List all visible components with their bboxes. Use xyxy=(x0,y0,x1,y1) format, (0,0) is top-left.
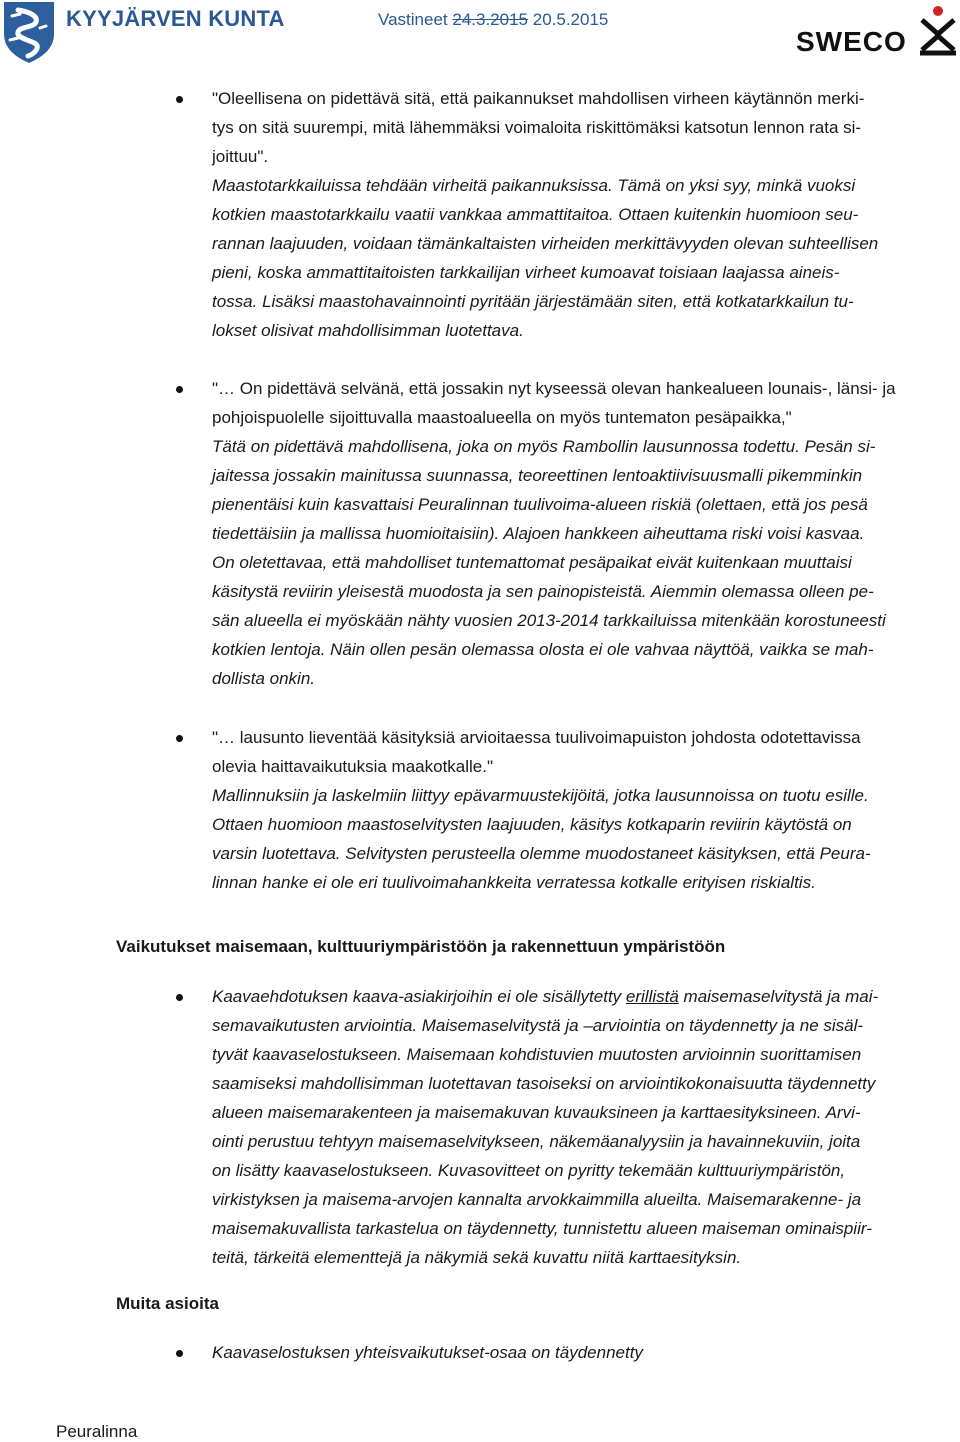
sweco-logo-mark-icon xyxy=(918,4,958,56)
paragraph-line: maisemakuvallista tarkastelua on täydennetty, tunnistettu alueen maiseman ominaispiir- xyxy=(212,1219,872,1238)
paragraph-line: on lisätty kaavaselostukseen. Kuvasovitteet on pyritty tekemään kulttuuriympäristön, xyxy=(212,1161,846,1180)
paragraph-line: jaitessa jossakin mainitussa suunnassa, teoreettinen lentoaktiivisuusmalli pikemminkin xyxy=(212,466,863,485)
underlined-word: erillistä xyxy=(625,987,679,1006)
paragraph-line: ointi perustuu tehtyyn maisemaselvitykseen, näkemäanalyysiin ja havainnekuviin, joita xyxy=(212,1132,861,1151)
paragraph-line: "… lausunto lieventää käsityksiä arvioitaessa tuulivoimapuiston johdosta odotettavissa xyxy=(212,728,861,747)
paragraph-line: On oletettavaa, että mahdolliset tuntemattomat pesäpaikat eivät kuitenkaan muuttaisi xyxy=(212,553,852,572)
paragraph-line: Tätä on pidettävä mahdollisena, joka on myös Rambollin lausunnossa todettu. Pesän si- xyxy=(212,437,876,456)
paragraph-line: dollista onkin. xyxy=(212,669,316,688)
section-heading-landscape: Vaikutukset maisemaan, kulttuuriympäristöön ja rakennettuun ympäristöön xyxy=(116,937,726,956)
paragraph-line: "… On pidettävä selvänä, että jossakin nyt kyseessä olevan hankealueen lounais-, länsi- ja xyxy=(212,379,896,398)
section-heading-other: Muita asioita xyxy=(116,1294,219,1313)
bullet-icon xyxy=(176,1350,183,1357)
paragraph-line: Kaavaselostuksen yhteisvaikutukset-osaa on täydennetty xyxy=(212,1343,643,1362)
paragraph-line: kotkien lentoja. Näin ollen pesän olemassa olosta ei ole vahvaa näyttöä, vaikka se mah- xyxy=(212,640,874,659)
document-status xyxy=(378,10,608,30)
new-date: 20.5.2015 xyxy=(532,10,609,29)
paragraph-line: tys on sitä suurempi, mitä lähemmäksi voimaloita riskittömäksi katsotun lennon rata si- xyxy=(212,118,862,137)
paragraph-line: semavaikutusten arviointia. Maisemaselvitystä ja –arviointia on täydennetty ja ne sisäl- xyxy=(212,1016,864,1035)
bullet-icon xyxy=(176,96,183,103)
municipality-name: KYYJÄRVEN KUNTA xyxy=(66,6,285,31)
paragraph-line: käsitystä reviirin yleisestä muodosta ja sen painopisteistä. Aiemmin olemassa olleen pe- xyxy=(212,582,874,601)
paragraph-line: linnan hanke ei ole eri tuulivoimahankkeita verratessa kotkalle erityisen riskialtis. xyxy=(212,873,816,892)
paragraph-line: varsin luotettava. Selvitysten perusteella olemme muodostaneet käsityksen, että Peura- xyxy=(212,844,871,863)
footer-project-name: Peuralinna xyxy=(56,1422,138,1441)
paragraph-line: Mallinnuksiin ja laskelmiin liittyy epävarmuustekijöitä, jotka lausunnoissa on tuotu esille. xyxy=(212,786,869,805)
paragraph-line: Maastotarkkailuissa tehdään virheitä paikannuksissa. Tämä on yksi syy, minkä vuoksi xyxy=(212,176,856,195)
sweco-logo xyxy=(796,4,960,56)
paragraph-line: olevia haittavaikutuksia maakotkalle." xyxy=(212,757,494,776)
bullet-icon xyxy=(176,994,183,1001)
paragraph-line: Ottaen huomioon maastoselvitysten laajuuden, käsitys kotkaparin reviirin käytöstä on xyxy=(212,815,852,834)
paragraph-line: alueen maisemarakenteen ja maisemakuvan kuvauksineen ja karttaesityksineen. Arvi- xyxy=(212,1103,861,1122)
paragraph-line: tyvät kaavaselostukseen. Maisemaan kohdistuvien muutosten arvioinnin suorittamisen xyxy=(212,1045,862,1064)
paragraph-line: "Oleellisena on pidettävä sitä, että paikannukset mahdollisen virheen käytännön merki- xyxy=(212,89,865,108)
paragraph-line: tossa. Lisäksi maastohavainnointi pyritään järjestämään siten, että kotkatarkkailun tu- xyxy=(212,292,854,311)
paragraph-line: pienentäisi kuin kasvattaisi Peuralinnan tuulivoima-alueen riskiä (olettaen, että jos pesä xyxy=(212,495,868,514)
paragraph-line: teitä, tärkeitä elementtejä ja näkymiä sekä kuvattu niitä karttaesityksin. xyxy=(212,1248,742,1267)
paragraph-line: kotkien maastotarkkailu vaatii vankkaa ammattitaitoa. Ottaen kuitenkin huomioon seu- xyxy=(212,205,859,224)
paragraph-line: virkistyksen ja maisema-arvojen kannalta arvokkaimmilla alueilta. Maisemarakenne- ja xyxy=(212,1190,862,1209)
paragraph-line: rannan laajuuden, voidaan tämänkaltaisten virheiden merkittävyyden olevan suhteellisen xyxy=(212,234,879,253)
text-span: Kaavaehdotuksen kaava-asiakirjoihin ei ole sisällytetty xyxy=(212,987,626,1006)
bullet-icon xyxy=(176,735,183,742)
paragraph-line: saamiseksi mahdollisimman luotettavan tasoiseksi on arviointikokonaisuutta täydennetty xyxy=(212,1074,876,1093)
sweco-wordmark: SWECO xyxy=(796,26,907,57)
paragraph-line: sän alueella ei myöskään nähty vuosien 2013-2014 tarkkailuissa mitenkään korostuneesti xyxy=(212,611,886,630)
old-date: 24.3.2015 xyxy=(452,10,528,29)
paragraph-line xyxy=(212,987,878,1007)
responses-label: Vastineet xyxy=(378,10,448,29)
paragraph-line: tiedettäisiin ja mallissa huomioitaisiin). Alajoen hankkeen aiheuttama riski voisi kasvaa. xyxy=(212,524,865,543)
paragraph-line: joittuu". xyxy=(212,147,269,166)
municipal-coat-of-arms-icon xyxy=(0,0,58,64)
paragraph-line: lokset olisivat mahdollisimman luotettava. xyxy=(212,321,524,340)
paragraph-line: pohjoispuolelle sijoittuvalla maastoalueella on myös tuntematon pesäpaikka," xyxy=(212,408,792,427)
paragraph-line: pieni, koska ammattitaitoisten tarkkailijan virheet kumoavat toisiaan laajassa aineis- xyxy=(212,263,840,282)
bullet-icon xyxy=(176,386,183,393)
text-span: maisemaselvitystä ja mai- xyxy=(678,987,879,1006)
